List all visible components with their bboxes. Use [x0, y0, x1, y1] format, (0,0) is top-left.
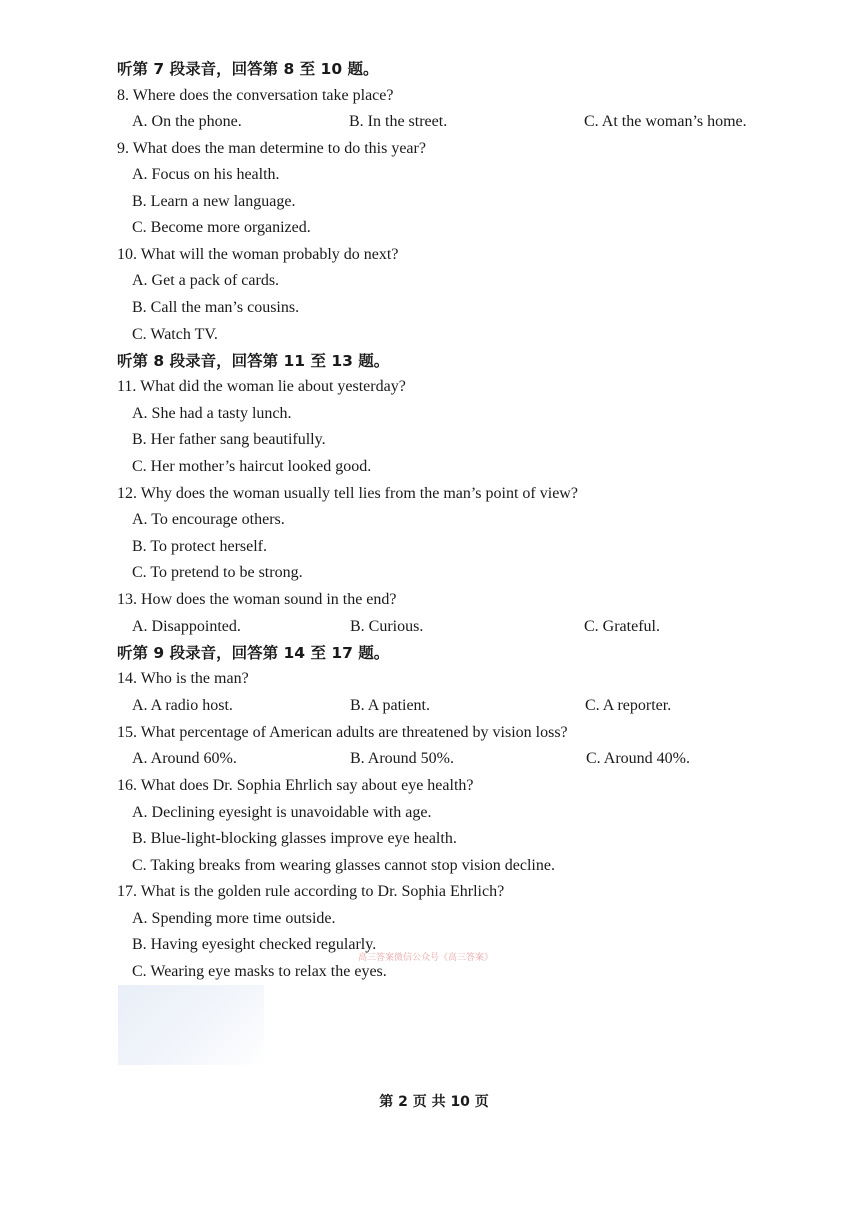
question-10-option-a: A. Get a pack of cards. — [132, 272, 280, 289]
question-14-option-b: B. A patient. — [350, 697, 430, 714]
question-13-option-a: A. Disappointed. — [132, 618, 241, 635]
question-17-stem: 17. What is the golden rule according to Dr. Sophia Ehrlich? — [117, 883, 505, 900]
question-12-stem: 12. Why does the woman usually tell lies from the man’s point of view? — [117, 485, 578, 502]
question-10-stem: 10. What will the woman probably do next? — [117, 246, 399, 263]
scan-smudge — [118, 985, 264, 1065]
question-12-option-c: C. To pretend to be strong. — [132, 564, 303, 581]
page-footer: 第 2 页 共 10 页 — [379, 1094, 489, 1110]
question-16-stem: 16. What does Dr. Sophia Ehrlich say about eye health? — [117, 777, 474, 794]
watermark-text: 高三答案微信公众号《高三答案》 — [358, 953, 494, 963]
question-15-option-c: C. Around 40%. — [586, 750, 690, 767]
section-heading-9: 听第 9 段录音，回答第 14 至 17 题。 — [117, 644, 390, 662]
question-17-option-c: C. Wearing eye masks to relax the eyes. — [132, 963, 387, 980]
question-9-option-a: A. Focus on his health. — [132, 166, 280, 183]
question-13-stem: 13. How does the woman sound in the end? — [117, 591, 397, 608]
question-9-option-c: C. Become more organized. — [132, 219, 311, 236]
question-12-option-b: B. To protect herself. — [132, 538, 267, 555]
question-11-stem: 11. What did the woman lie about yesterday? — [117, 378, 406, 395]
question-9-stem: 9. What does the man determine to do this year? — [117, 140, 426, 157]
question-8-stem: 8. Where does the conversation take place? — [117, 87, 394, 104]
section-heading-7: 听第 7 段录音，回答第 8 至 10 题。 — [117, 60, 379, 78]
question-13-option-c: C. Grateful. — [584, 618, 660, 635]
question-15-option-b: B. Around 50%. — [350, 750, 454, 767]
question-10-option-b: B. Call the man’s cousins. — [132, 299, 300, 316]
question-15-stem: 15. What percentage of American adults are threatened by vision loss? — [117, 724, 568, 741]
section-heading-8: 听第 8 段录音，回答第 11 至 13 题。 — [117, 352, 390, 370]
question-14-stem: 14. Who is the man? — [117, 670, 249, 687]
question-16-option-c: C. Taking breaks from wearing glasses cannot stop vision decline. — [132, 857, 555, 874]
question-16-option-a: A. Declining eyesight is unavoidable with age. — [132, 804, 432, 821]
question-9-option-b: B. Learn a new language. — [132, 193, 296, 210]
question-11-option-a: A. She had a tasty lunch. — [132, 405, 292, 422]
question-14-option-a: A. A radio host. — [132, 697, 233, 714]
question-11-option-c: C. Her mother’s haircut looked good. — [132, 458, 372, 475]
question-12-option-a: A. To encourage others. — [132, 511, 285, 528]
question-16-option-b: B. Blue-light-blocking glasses improve eye health. — [132, 830, 457, 847]
question-13-option-b: B. Curious. — [350, 618, 424, 635]
question-8-option-c: C. At the woman’s home. — [584, 113, 747, 130]
question-14-option-c: C. A reporter. — [585, 697, 672, 714]
question-10-option-c: C. Watch TV. — [132, 326, 218, 343]
question-15-option-a: A. Around 60%. — [132, 750, 237, 767]
question-17-option-b: B. Having eyesight checked regularly. — [132, 936, 377, 953]
question-11-option-b: B. Her father sang beautifully. — [132, 431, 326, 448]
question-17-option-a: A. Spending more time outside. — [132, 910, 336, 927]
question-8-option-a: A. On the phone. — [132, 113, 242, 130]
question-8-option-b: B. In the street. — [349, 113, 448, 130]
